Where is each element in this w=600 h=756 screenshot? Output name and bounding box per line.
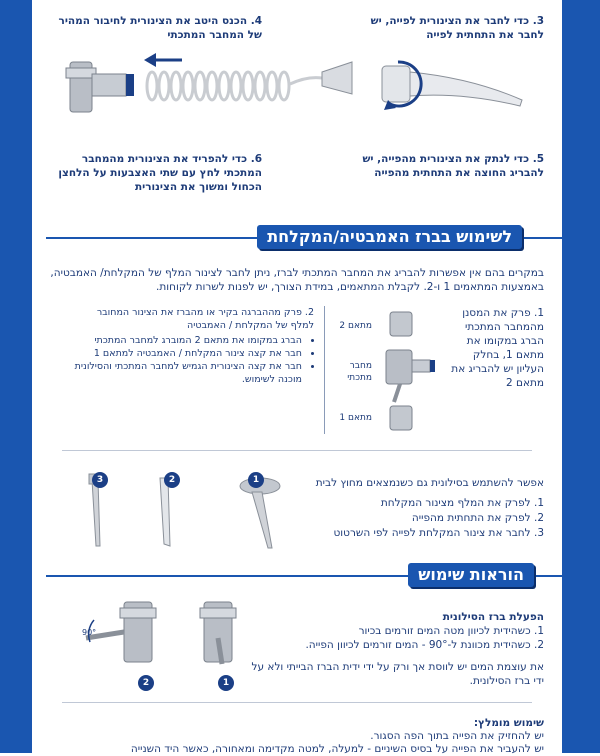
label-connector: מחבר מתכתי — [347, 361, 372, 383]
faucet-lever-illustration — [72, 598, 242, 670]
bath-step-1-text: 1. פרק את המסנן מהמחבר המתכתי הברג במקומו את מתאם 1, בחלק העליון יש להבריג את מתאם 2 — [451, 307, 544, 389]
shower-badge-1: 1 — [248, 472, 264, 488]
usage-step-1: 1. כשהידית לכיוון מטה המים זורמים בכיור — [358, 625, 544, 637]
bullet-item: • חבר את קצה הצינורית הגמיש למחבר המתכתי והסילונית מוכנה לשימוש. — [74, 360, 302, 386]
right-frame-bar — [562, 0, 600, 753]
section-title-usage: הוראות שימוש — [408, 563, 534, 587]
adapter-illustration — [372, 308, 442, 432]
shower-intro-text: אפשר להשתמש בסילונית גם כשנמצאים מחוץ לבית — [315, 477, 544, 489]
label-adapter-1: מתאם 1 — [339, 413, 372, 423]
shower-badge-3: 3 — [92, 472, 108, 488]
usage-note: את עוצמת המים יש לווסת אך ורק על ידי ידית הברז הבייתי ולא על ידי ברז הסילונית. — [251, 661, 544, 687]
usage-step-2: 2. כשהידית מכוונת ל-90° - המים זורמים לכיוון הפייה. — [305, 639, 544, 651]
shower-step-2: 2. לפרק את התחתית מהפייה — [411, 512, 544, 524]
shower-badge-2: 2 — [164, 472, 180, 488]
shower-step-3: 3. לחבר את צינור המקלחת לפייה לפי השרטוט — [333, 527, 544, 539]
usage-subtitle: הפעלת ברז הסילונית — [442, 611, 544, 623]
label-adapter-2: מתאם 2 — [339, 321, 372, 331]
instruction-page — [32, 0, 562, 753]
section-title-bath: לשימוש בברז האמבטיה/המקלחת — [257, 225, 522, 249]
recommended-line-2: יש להעביר את הפייה על בסיס השיניים - למעלה, למטה מקדימה ומאחורה, כאשר היד השנייה — [130, 743, 544, 755]
shower-step-1: 1. לפרק את המלף מצינור המקלחת — [380, 497, 544, 509]
step-3-text: 3. כדי לחבר את הצינורית לפייה, יש לחבר את התחתית לפייה — [370, 15, 544, 41]
column-divider — [324, 306, 325, 434]
bath-intro-text: במקרים בהם אין אפשרות להבריג את המחבר המתכתי לברז, ניתן לחבר לצינור המלף של המקלחת/ האמבטיה, באמצעות המתאמים 1 ו-2. לקבלת המתאמים, במידת הצורך, יש לפנות לשרות לקוחות. — [50, 267, 544, 293]
recommended-line-1: יש להחזיק את הפייה בתוך הפה הסגור. — [370, 730, 544, 742]
step-5-text: 5. כדי לנתק את הצינורית מהפייה, יש להבריג החוצה את התחתית מהפייה — [362, 153, 544, 179]
divider-line — [62, 702, 532, 703]
usage-badge-1: 1 — [218, 675, 234, 691]
bullet-item: • הברג במקומו את מתאם 2 המוברג למחבר המתכתי — [74, 334, 302, 347]
bullet-item: • חבר את קצה צינור המקלחת / האמבטיה למתאם 1 — [74, 347, 302, 360]
angle-label: 90° — [82, 628, 97, 637]
usage-badge-2: 2 — [138, 675, 154, 691]
recommended-title: שימוש מומלץ: — [473, 717, 544, 729]
step-4-text: 4. הכנס היטב את הצינורית לחיבור המהיר של המחבר המתכתי — [58, 15, 262, 41]
step-6-text: 6. כדי להפריד את הצינורית מהמחבר המתכתי לחץ עם שתי האצבעות על הלחצן הכחול ומשוך את הצינורית — [58, 153, 262, 193]
bath-step-2-bullets — [74, 334, 314, 386]
tube-assembly-illustration — [52, 48, 552, 128]
left-frame-bar — [0, 0, 32, 753]
bath-step-2-title: 2. פרק מההברגה בקיר או מהברז את הצינור המחובר למלף של המקלחת / האמבטיה — [96, 307, 314, 331]
divider-line — [62, 450, 532, 451]
